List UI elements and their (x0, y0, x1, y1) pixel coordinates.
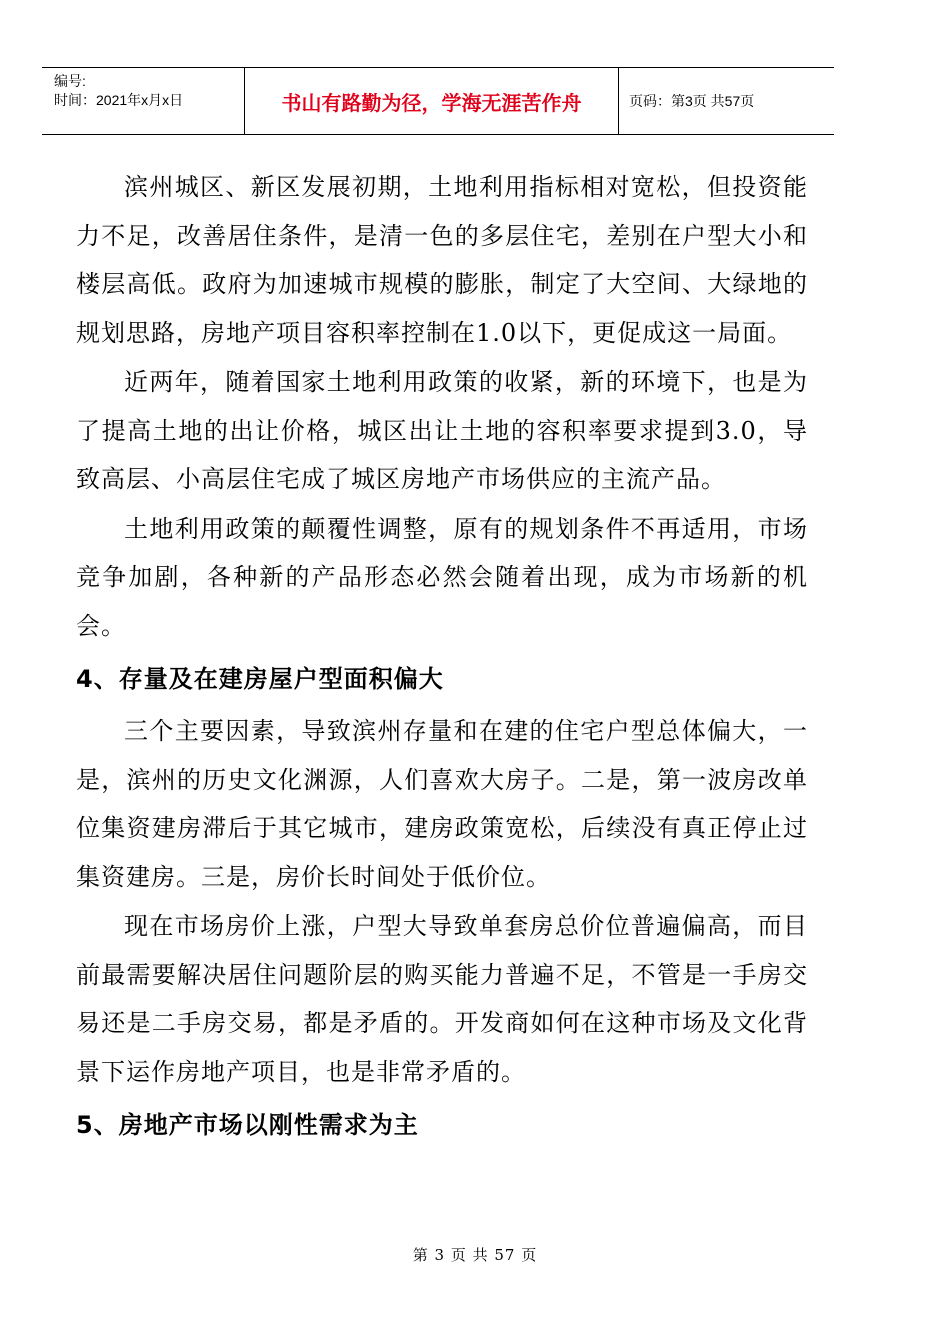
section-heading-4: 4、存量及在建房屋户型面积偏大 (76, 665, 444, 693)
document-body (76, 163, 808, 1153)
header-motto: 书山有路勤为径，学海无涯苦作舟 (245, 68, 619, 134)
header-meta (42, 68, 245, 134)
paragraph-1: 滨州城区、新区发展初期，土地利用指标相对宽松，但投资能力不足，改善居住条件，是清一色的多层住宅，差别在户型大小和楼层高低。政府为加速城市规模的膨胀，制定了大空间、大绿地的规划思路，房地产项目容积率控制在1.0以下，更促成这一局面。 (76, 173, 808, 347)
paragraph-4: 三个主要因素，导致滨州存量和在建的住宅户型总体偏大，一是，滨州的历史文化渊源，人们喜欢大房子。二是，第一波房改单位集资建房滞后于其它城市，建房政策宽松，后续没有真正停止过集资建房。三是，房价长时间处于低价位。 (76, 717, 808, 891)
header-page-code: 页码：第3页 共57页 (629, 93, 755, 109)
document-time-label: 时间：2021年x月x日 (54, 92, 184, 108)
document-number-label: 编号: (54, 73, 86, 89)
page-footer: 第 3 页 共 57 页 (412, 1246, 538, 1264)
page-header (42, 67, 834, 135)
paragraph-3: 土地利用政策的颠覆性调整，原有的规划条件不再适用，市场竞争加剧，各种新的产品形态必然会随着出现，成为市场新的机会。 (76, 514, 808, 640)
paragraph-5: 现在市场房价上涨，户型大导致单套房总价位普遍偏高，而目前最需要解决居住问题阶层的购买能力普遍不足，不管是一手房交易还是二手房交易，都是矛盾的。开发商如何在这种市场及文化背景下运作房地产项目，也是非常矛盾的。 (76, 912, 808, 1086)
paragraph-2: 近两年，随着国家土地利用政策的收紧，新的环境下，也是为了提高土地的出让价格，城区出让土地的容积率要求提到3.0，导致高层、小高层住宅成了城区房地产市场供应的主流产品。 (76, 368, 808, 493)
section-heading-5: 5、房地产市场以刚性需求为主 (76, 1111, 419, 1139)
